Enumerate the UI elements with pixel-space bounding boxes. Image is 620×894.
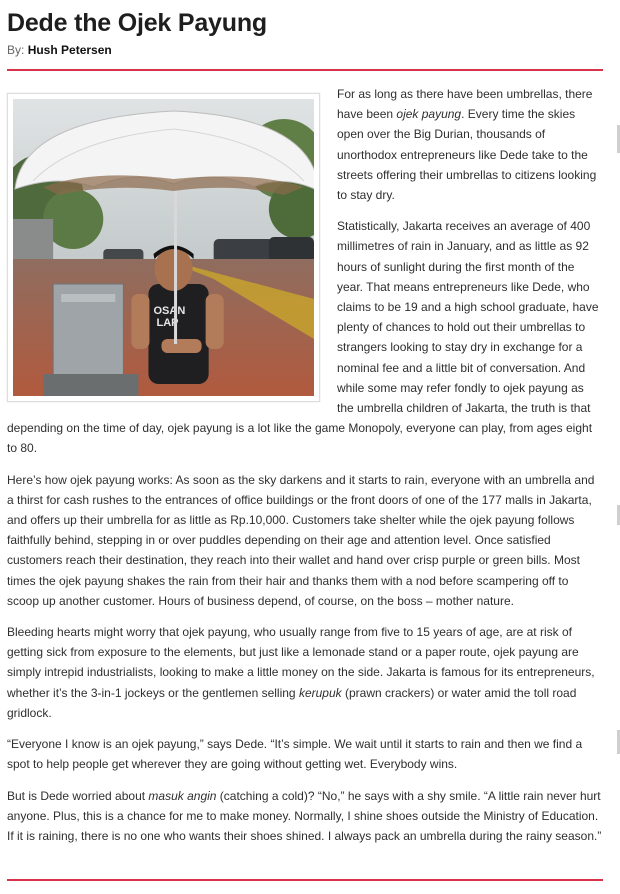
byline <box>7 43 112 57</box>
emphasized-text: kerupuk <box>298 685 342 700</box>
shirt-text-2: LAP <box>156 317 179 329</box>
paragraph-text: (prawn crackers) or water amid the toll road gridlock. <box>7 685 577 720</box>
article-title: Dede the Ojek Payung <box>7 9 267 37</box>
paragraph-text: Here’s how ojek payung works: As soon as the sky darkens and it starts to rain, everyone with an umbrella and a thirst for cash rushes to the entrances of office buildings or the front doors of one of the 177 malls in Jakarta, and offers up their umbrella for as little as Rp.10,000. Customers take shelter while the ojek payung follows faithfully behind, stepping in or over puddles depending on their age and attention level. Once satisfied customers reach their destination, they reach into their wallet and hand over crisp purple or green bills. Most times the ojek payung shakes the rain from their hair and thanks them with a nod before scampering off to scoop up another customer. Hours of business depend, of course, on the boss – mother nature. <box>7 472 595 608</box>
paragraph-text: For as long as there have been umbrellas, there have been <box>337 87 593 122</box>
shirt-text-1: OSAN <box>153 305 186 317</box>
author-link[interactable]: Hush Petersen <box>27 43 112 57</box>
article-paragraph <box>7 470 602 611</box>
article-paragraph <box>7 622 602 723</box>
paragraph-text: Statistically, Jakarta receives an average of 400 millimetres of rain in January, and as little as 92 hours of sunlight during the first month of the year. That means entrepreneurs like Dede, who claims to be 19 and a high school graduate, have plenty of chances to hold out their umbrellas to strangers looking to stay dry in exchange for a nominal fee and a little bit of conversation. And while some may refer fondly to ojek payung as the umbrella children of Jakarta, the truth is that depending on the time of day, ojek payung is a lot like the game Monopoly, everyone can play, from ages eight to 80. <box>7 219 599 456</box>
paragraph-text: . Every time the skies open over the Big Durian, thousands of unorthodox entrepreneurs like Dede take to the streets offering their umbrellas to citizens looking to stay dry. <box>337 107 597 203</box>
byline-prefix: By: <box>7 43 25 57</box>
emphasized-text: ojek payung <box>396 107 462 122</box>
paragraph-text: Bleeding hearts might worry that ojek payung, who usually range from five to 15 years of age, are at risk of getting sick from exposure to the elements, but just like a lemonade stand or a paper route, ojek payung are simply intrepid industrialists, looking to make a little money on the side. Jakarta is famous for its entrepreneurs, whether it’s the 3-in-1 jockeys or the gentlemen selling <box>7 625 595 700</box>
article-photo <box>7 93 320 402</box>
emphasized-text: masuk angin <box>148 788 217 803</box>
footer-divider <box>7 879 603 881</box>
paragraph-text: But is Dede worried about <box>7 788 149 803</box>
paragraph-text: (catching a cold)? “No,” he says with a shy smile. “A little rain never hurt anyone. Plus, this is a chance for me to make money. Normally, I shine shoes outside the Ministry of Education. If it is raining, there is no one who wants their shoes shined. I always pack an umbrella during the rainy season.” <box>7 788 602 843</box>
header-divider <box>7 69 603 71</box>
paragraph-text: “Everyone I know is an ojek payung,” says Dede. “It’s simple. We wait until it starts to rain and then we find a spot to help people get wherever they are going without getting wet. Everybody wins. <box>7 737 583 772</box>
article-paragraph <box>7 734 602 774</box>
umbrella-boy-photo <box>13 99 314 396</box>
article-paragraph <box>7 786 602 847</box>
